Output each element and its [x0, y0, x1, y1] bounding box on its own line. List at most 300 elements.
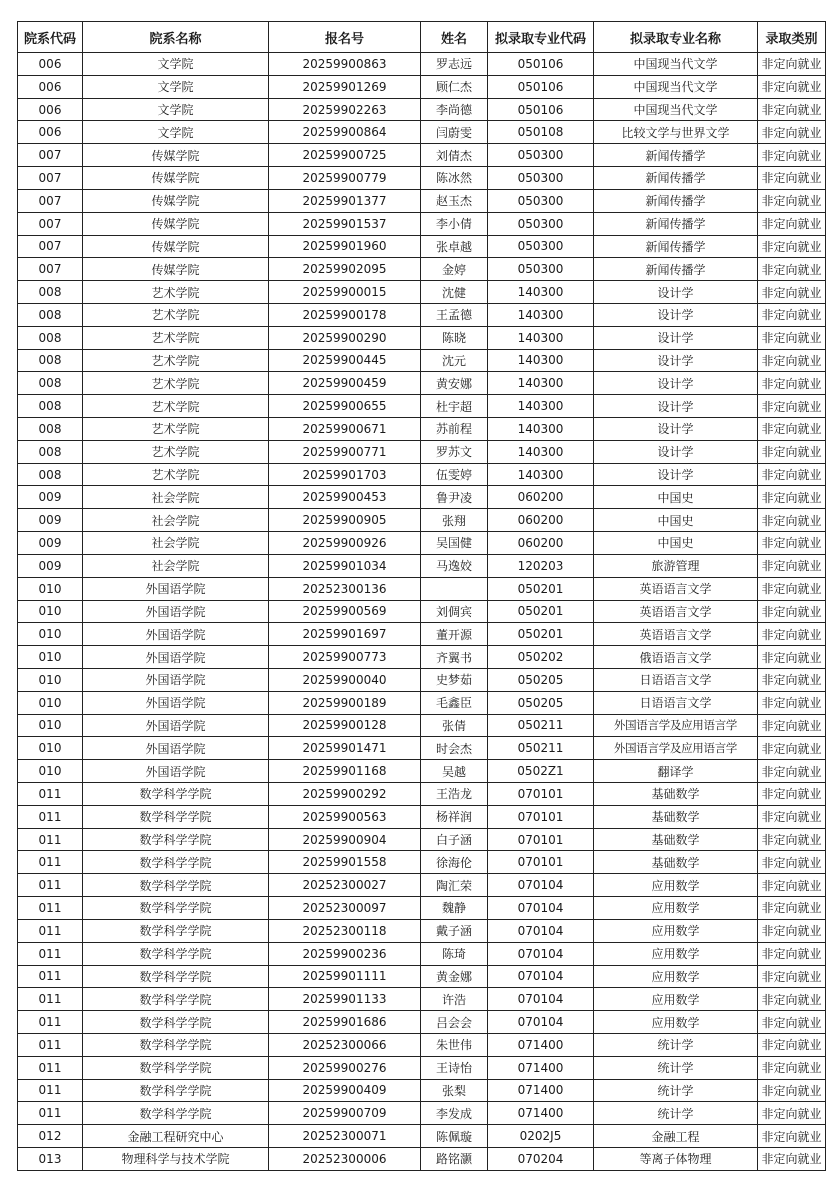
dept-code-cell: 013 — [18, 1148, 83, 1171]
dept-name-cell: 数学科学学院 — [83, 1033, 269, 1056]
table-row — [18, 737, 826, 760]
admission-type-cell: 非定向就业 — [758, 189, 826, 212]
registration-no-cell: 20259900236 — [269, 942, 421, 965]
admission-type-cell: 非定向就业 — [758, 737, 826, 760]
dept-code-cell: 008 — [18, 463, 83, 486]
table-row — [18, 828, 826, 851]
dept-code-cell: 011 — [18, 1033, 83, 1056]
registration-no-cell: 20259900290 — [269, 326, 421, 349]
registration-no-cell: 20259900904 — [269, 828, 421, 851]
major-name-cell: 设计学 — [594, 303, 758, 326]
table-row — [18, 212, 826, 235]
table-row — [18, 1056, 826, 1079]
registration-no-cell: 20259900409 — [269, 1079, 421, 1102]
dept-name-cell: 文学院 — [83, 53, 269, 76]
registration-no-cell: 20259900864 — [269, 121, 421, 144]
dept-code-cell: 009 — [18, 532, 83, 555]
dept-code-cell: 011 — [18, 1102, 83, 1125]
admission-type-cell: 非定向就业 — [758, 1102, 826, 1125]
major-code-cell: 050106 — [488, 98, 594, 121]
major-code-cell: 050300 — [488, 235, 594, 258]
major-code-cell: 140300 — [488, 463, 594, 486]
name-cell: 陈晓 — [421, 326, 488, 349]
admission-type-cell: 非定向就业 — [758, 1033, 826, 1056]
dept-code-cell: 007 — [18, 144, 83, 167]
major-code-cell: 070104 — [488, 874, 594, 897]
dept-name-cell: 传媒学院 — [83, 212, 269, 235]
registration-no-cell: 20259901558 — [269, 851, 421, 874]
major-name-cell: 新闻传播学 — [594, 258, 758, 281]
major-name-cell: 中国现当代文学 — [594, 75, 758, 98]
major-name-cell: 应用数学 — [594, 942, 758, 965]
dept-code-cell: 006 — [18, 98, 83, 121]
registration-no-cell: 20259901960 — [269, 235, 421, 258]
admission-type-cell: 非定向就业 — [758, 486, 826, 509]
table-row — [18, 646, 826, 669]
admission-type-cell: 非定向就业 — [758, 509, 826, 532]
table-row — [18, 1102, 826, 1125]
table-row — [18, 75, 826, 98]
name-cell: 吴越 — [421, 760, 488, 783]
table-row — [18, 760, 826, 783]
registration-no-cell: 20259900453 — [269, 486, 421, 509]
table-row — [18, 1148, 826, 1171]
name-cell: 陈冰然 — [421, 167, 488, 190]
major-name-cell: 英语语言文学 — [594, 577, 758, 600]
table-row — [18, 326, 826, 349]
major-code-cell: 050202 — [488, 646, 594, 669]
major-name-cell: 设计学 — [594, 440, 758, 463]
name-cell: 刘倜宾 — [421, 600, 488, 623]
admission-type-cell: 非定向就业 — [758, 805, 826, 828]
admission-type-cell: 非定向就业 — [758, 372, 826, 395]
major-code-cell: 050211 — [488, 737, 594, 760]
major-code-cell: 140300 — [488, 349, 594, 372]
table-row — [18, 988, 826, 1011]
dept-code-cell: 011 — [18, 1079, 83, 1102]
registration-no-cell: 20259901697 — [269, 623, 421, 646]
admission-type-cell: 非定向就业 — [758, 783, 826, 806]
registration-no-cell: 20259900128 — [269, 714, 421, 737]
major-name-cell: 应用数学 — [594, 965, 758, 988]
major-name-cell: 英语语言文学 — [594, 623, 758, 646]
admission-type-cell: 非定向就业 — [758, 988, 826, 1011]
dept-name-cell: 艺术学院 — [83, 303, 269, 326]
dept-code-cell: 011 — [18, 942, 83, 965]
header-major-name: 拟录取专业名称 — [594, 22, 758, 53]
dept-code-cell: 011 — [18, 805, 83, 828]
major-name-cell: 日语语言文学 — [594, 668, 758, 691]
major-code-cell: 140300 — [488, 281, 594, 304]
table-row — [18, 965, 826, 988]
registration-no-cell: 20259901377 — [269, 189, 421, 212]
major-name-cell: 基础数学 — [594, 851, 758, 874]
major-code-cell: 071400 — [488, 1056, 594, 1079]
dept-code-cell: 009 — [18, 509, 83, 532]
name-cell: 罗志远 — [421, 53, 488, 76]
major-name-cell: 中国现当代文学 — [594, 53, 758, 76]
admission-type-cell: 非定向就业 — [758, 281, 826, 304]
dept-name-cell: 数学科学学院 — [83, 942, 269, 965]
name-cell: 马逸姣 — [421, 554, 488, 577]
registration-no-cell: 20259901034 — [269, 554, 421, 577]
admission-type-cell: 非定向就业 — [758, 577, 826, 600]
major-code-cell: 050300 — [488, 258, 594, 281]
registration-no-cell: 20259900445 — [269, 349, 421, 372]
admission-type-cell: 非定向就业 — [758, 167, 826, 190]
dept-code-cell: 010 — [18, 714, 83, 737]
name-cell: 王浩龙 — [421, 783, 488, 806]
dept-code-cell: 008 — [18, 440, 83, 463]
table-row — [18, 281, 826, 304]
dept-name-cell: 艺术学院 — [83, 463, 269, 486]
dept-name-cell: 艺术学院 — [83, 440, 269, 463]
dept-name-cell: 传媒学院 — [83, 189, 269, 212]
registration-no-cell: 20259900459 — [269, 372, 421, 395]
admission-type-cell: 非定向就业 — [758, 463, 826, 486]
dept-code-cell: 011 — [18, 874, 83, 897]
name-cell: 许浩 — [421, 988, 488, 1011]
dept-code-cell: 008 — [18, 349, 83, 372]
admission-type-cell: 非定向就业 — [758, 691, 826, 714]
major-name-cell: 俄语语言文学 — [594, 646, 758, 669]
table-row — [18, 167, 826, 190]
admission-type-cell: 非定向就业 — [758, 874, 826, 897]
table-body — [18, 53, 826, 1171]
header-row — [18, 22, 826, 53]
table-row — [18, 577, 826, 600]
registration-no-cell: 20259900178 — [269, 303, 421, 326]
dept-name-cell: 艺术学院 — [83, 372, 269, 395]
registration-no-cell: 20259901703 — [269, 463, 421, 486]
registration-no-cell: 20259900563 — [269, 805, 421, 828]
major-code-cell: 070101 — [488, 805, 594, 828]
admission-type-cell: 非定向就业 — [758, 326, 826, 349]
admission-type-cell: 非定向就业 — [758, 121, 826, 144]
registration-no-cell: 20259900771 — [269, 440, 421, 463]
major-name-cell: 新闻传播学 — [594, 144, 758, 167]
major-name-cell: 日语语言文学 — [594, 691, 758, 714]
dept-name-cell: 外国语学院 — [83, 691, 269, 714]
name-cell: 黄金娜 — [421, 965, 488, 988]
admission-type-cell: 非定向就业 — [758, 258, 826, 281]
dept-code-cell: 011 — [18, 1011, 83, 1034]
dept-code-cell: 007 — [18, 212, 83, 235]
major-code-cell: 140300 — [488, 395, 594, 418]
dept-name-cell: 数学科学学院 — [83, 828, 269, 851]
header-major-code: 拟录取专业代码 — [488, 22, 594, 53]
dept-name-cell: 外国语学院 — [83, 714, 269, 737]
admission-type-cell: 非定向就业 — [758, 646, 826, 669]
major-name-cell: 应用数学 — [594, 874, 758, 897]
major-code-cell: 050300 — [488, 167, 594, 190]
major-code-cell: 0202J5 — [488, 1125, 594, 1148]
registration-no-cell: 20259900779 — [269, 167, 421, 190]
admission-type-cell: 非定向就业 — [758, 349, 826, 372]
admission-type-cell: 非定向就业 — [758, 1125, 826, 1148]
admission-type-cell: 非定向就业 — [758, 851, 826, 874]
name-cell: 王诗怡 — [421, 1056, 488, 1079]
table-row — [18, 121, 826, 144]
major-code-cell: 120203 — [488, 554, 594, 577]
registration-no-cell: 20259901133 — [269, 988, 421, 1011]
registration-no-cell: 20252300118 — [269, 919, 421, 942]
dept-name-cell: 艺术学院 — [83, 418, 269, 441]
name-cell: 金婷 — [421, 258, 488, 281]
admission-type-cell: 非定向就业 — [758, 75, 826, 98]
dept-code-cell: 011 — [18, 851, 83, 874]
major-name-cell: 设计学 — [594, 326, 758, 349]
major-name-cell: 旅游管理 — [594, 554, 758, 577]
name-cell: 吴国健 — [421, 532, 488, 555]
major-name-cell: 统计学 — [594, 1102, 758, 1125]
registration-no-cell: 20259900905 — [269, 509, 421, 532]
major-code-cell: 050205 — [488, 668, 594, 691]
registration-no-cell: 20259900863 — [269, 53, 421, 76]
name-cell: 白子涵 — [421, 828, 488, 851]
dept-code-cell: 006 — [18, 53, 83, 76]
major-code-cell: 050108 — [488, 121, 594, 144]
name-cell: 李小倩 — [421, 212, 488, 235]
registration-no-cell: 20259902095 — [269, 258, 421, 281]
major-code-cell: 050106 — [488, 75, 594, 98]
dept-name-cell: 艺术学院 — [83, 281, 269, 304]
major-name-cell: 基础数学 — [594, 805, 758, 828]
dept-code-cell: 008 — [18, 395, 83, 418]
admission-type-cell: 非定向就业 — [758, 532, 826, 555]
header-dept-name: 院系名称 — [83, 22, 269, 53]
dept-code-cell: 010 — [18, 737, 83, 760]
registration-no-cell: 20259901168 — [269, 760, 421, 783]
admission-type-cell: 非定向就业 — [758, 554, 826, 577]
table-row — [18, 874, 826, 897]
name-cell: 杜宇超 — [421, 395, 488, 418]
major-code-cell: 070104 — [488, 942, 594, 965]
major-name-cell: 统计学 — [594, 1033, 758, 1056]
name-cell: 杨祥润 — [421, 805, 488, 828]
registration-no-cell: 20259900292 — [269, 783, 421, 806]
major-name-cell: 新闻传播学 — [594, 189, 758, 212]
table-row — [18, 942, 826, 965]
admission-type-cell: 非定向就业 — [758, 1148, 826, 1171]
admission-type-cell: 非定向就业 — [758, 98, 826, 121]
major-name-cell: 外国语言学及应用语言学 — [594, 737, 758, 760]
major-name-cell: 设计学 — [594, 372, 758, 395]
admission-type-cell: 非定向就业 — [758, 919, 826, 942]
dept-name-cell: 社会学院 — [83, 554, 269, 577]
major-code-cell: 070101 — [488, 783, 594, 806]
name-cell: 张翔 — [421, 509, 488, 532]
dept-code-cell: 008 — [18, 372, 83, 395]
dept-code-cell: 011 — [18, 988, 83, 1011]
dept-name-cell: 外国语学院 — [83, 623, 269, 646]
registration-no-cell: 20259901269 — [269, 75, 421, 98]
dept-name-cell: 社会学院 — [83, 532, 269, 555]
major-name-cell: 设计学 — [594, 395, 758, 418]
table-row — [18, 714, 826, 737]
dept-code-cell: 011 — [18, 897, 83, 920]
registration-no-cell: 20252300066 — [269, 1033, 421, 1056]
name-cell: 陶汇荣 — [421, 874, 488, 897]
admission-type-cell: 非定向就业 — [758, 144, 826, 167]
name-cell: 时会杰 — [421, 737, 488, 760]
dept-code-cell: 008 — [18, 418, 83, 441]
header-registration-no: 报名号 — [269, 22, 421, 53]
major-code-cell: 070104 — [488, 919, 594, 942]
admission-type-cell: 非定向就业 — [758, 395, 826, 418]
major-name-cell: 基础数学 — [594, 828, 758, 851]
major-code-cell: 050300 — [488, 212, 594, 235]
admission-type-cell: 非定向就业 — [758, 965, 826, 988]
dept-name-cell: 艺术学院 — [83, 349, 269, 372]
name-cell: 李尚德 — [421, 98, 488, 121]
dept-name-cell: 传媒学院 — [83, 235, 269, 258]
table-row — [18, 372, 826, 395]
registration-no-cell: 20259901471 — [269, 737, 421, 760]
admission-type-cell: 非定向就业 — [758, 600, 826, 623]
dept-code-cell: 007 — [18, 235, 83, 258]
dept-code-cell: 011 — [18, 783, 83, 806]
dept-name-cell: 数学科学学院 — [83, 919, 269, 942]
major-name-cell: 基础数学 — [594, 783, 758, 806]
dept-code-cell: 010 — [18, 623, 83, 646]
name-cell: 伍雯婷 — [421, 463, 488, 486]
name-cell: 陈佩璇 — [421, 1125, 488, 1148]
dept-name-cell: 社会学院 — [83, 486, 269, 509]
header-admission-type: 录取类别 — [758, 22, 826, 53]
table-row — [18, 691, 826, 714]
name-cell: 沈健 — [421, 281, 488, 304]
major-name-cell: 中国史 — [594, 486, 758, 509]
table-row — [18, 440, 826, 463]
registration-no-cell: 20252300006 — [269, 1148, 421, 1171]
registration-no-cell: 20259900015 — [269, 281, 421, 304]
registration-no-cell: 20259901111 — [269, 965, 421, 988]
dept-name-cell: 外国语学院 — [83, 668, 269, 691]
major-name-cell: 等离子体物理 — [594, 1148, 758, 1171]
table-row — [18, 600, 826, 623]
dept-name-cell: 外国语学院 — [83, 577, 269, 600]
major-code-cell: 050201 — [488, 577, 594, 600]
dept-code-cell: 010 — [18, 646, 83, 669]
major-name-cell: 统计学 — [594, 1079, 758, 1102]
major-code-cell: 050201 — [488, 600, 594, 623]
admission-type-cell: 非定向就业 — [758, 212, 826, 235]
admission-type-cell: 非定向就业 — [758, 418, 826, 441]
dept-code-cell: 008 — [18, 303, 83, 326]
major-name-cell: 设计学 — [594, 281, 758, 304]
dept-name-cell: 文学院 — [83, 98, 269, 121]
dept-code-cell: 006 — [18, 121, 83, 144]
major-code-cell: 071400 — [488, 1102, 594, 1125]
major-code-cell: 140300 — [488, 418, 594, 441]
name-cell: 鲁尹凌 — [421, 486, 488, 509]
table-row — [18, 349, 826, 372]
admission-type-cell: 非定向就业 — [758, 235, 826, 258]
header-name: 姓名 — [421, 22, 488, 53]
dept-code-cell: 010 — [18, 577, 83, 600]
name-cell: 苏前程 — [421, 418, 488, 441]
dept-name-cell: 传媒学院 — [83, 144, 269, 167]
dept-name-cell: 传媒学院 — [83, 167, 269, 190]
registration-no-cell: 20259900569 — [269, 600, 421, 623]
name-cell: 闫蔚雯 — [421, 121, 488, 144]
name-cell — [421, 577, 488, 600]
dept-name-cell: 数学科学学院 — [83, 988, 269, 1011]
name-cell: 朱世伟 — [421, 1033, 488, 1056]
admission-type-cell: 非定向就业 — [758, 440, 826, 463]
dept-name-cell: 数学科学学院 — [83, 965, 269, 988]
table-row — [18, 805, 826, 828]
dept-code-cell: 007 — [18, 189, 83, 212]
name-cell: 赵玉杰 — [421, 189, 488, 212]
admission-table — [17, 21, 826, 1171]
table-row — [18, 1079, 826, 1102]
dept-name-cell: 文学院 — [83, 75, 269, 98]
major-name-cell: 设计学 — [594, 463, 758, 486]
dept-code-cell: 006 — [18, 75, 83, 98]
dept-name-cell: 数学科学学院 — [83, 805, 269, 828]
admission-type-cell: 非定向就业 — [758, 668, 826, 691]
table-row — [18, 851, 826, 874]
name-cell: 魏静 — [421, 897, 488, 920]
name-cell: 王孟德 — [421, 303, 488, 326]
dept-code-cell: 011 — [18, 965, 83, 988]
name-cell: 吕会会 — [421, 1011, 488, 1034]
table-row — [18, 53, 826, 76]
major-code-cell: 070204 — [488, 1148, 594, 1171]
major-name-cell: 设计学 — [594, 418, 758, 441]
registration-no-cell: 20259901686 — [269, 1011, 421, 1034]
table-row — [18, 783, 826, 806]
table-row — [18, 144, 826, 167]
table-row — [18, 235, 826, 258]
dept-name-cell: 外国语学院 — [83, 760, 269, 783]
registration-no-cell: 20252300027 — [269, 874, 421, 897]
name-cell: 张倩 — [421, 714, 488, 737]
dept-name-cell: 数学科学学院 — [83, 874, 269, 897]
dept-code-cell: 011 — [18, 919, 83, 942]
registration-no-cell: 20259900040 — [269, 668, 421, 691]
registration-no-cell: 20259900725 — [269, 144, 421, 167]
name-cell: 张梨 — [421, 1079, 488, 1102]
major-code-cell: 050300 — [488, 189, 594, 212]
dept-code-cell: 012 — [18, 1125, 83, 1148]
dept-name-cell: 数学科学学院 — [83, 783, 269, 806]
table-row — [18, 897, 826, 920]
table-row — [18, 919, 826, 942]
major-name-cell: 翻译学 — [594, 760, 758, 783]
registration-no-cell: 20252300071 — [269, 1125, 421, 1148]
name-cell: 李发成 — [421, 1102, 488, 1125]
major-code-cell: 140300 — [488, 440, 594, 463]
name-cell: 徐海伦 — [421, 851, 488, 874]
dept-name-cell: 外国语学院 — [83, 737, 269, 760]
admission-type-cell: 非定向就业 — [758, 1079, 826, 1102]
name-cell: 齐翼书 — [421, 646, 488, 669]
dept-name-cell: 文学院 — [83, 121, 269, 144]
dept-name-cell: 数学科学学院 — [83, 851, 269, 874]
name-cell: 董开源 — [421, 623, 488, 646]
table-row — [18, 258, 826, 281]
major-name-cell: 新闻传播学 — [594, 212, 758, 235]
name-cell: 毛鑫臣 — [421, 691, 488, 714]
registration-no-cell: 20259900773 — [269, 646, 421, 669]
dept-name-cell: 金融工程研究中心 — [83, 1125, 269, 1148]
name-cell: 史梦茹 — [421, 668, 488, 691]
dept-code-cell: 009 — [18, 486, 83, 509]
admission-type-cell: 非定向就业 — [758, 828, 826, 851]
